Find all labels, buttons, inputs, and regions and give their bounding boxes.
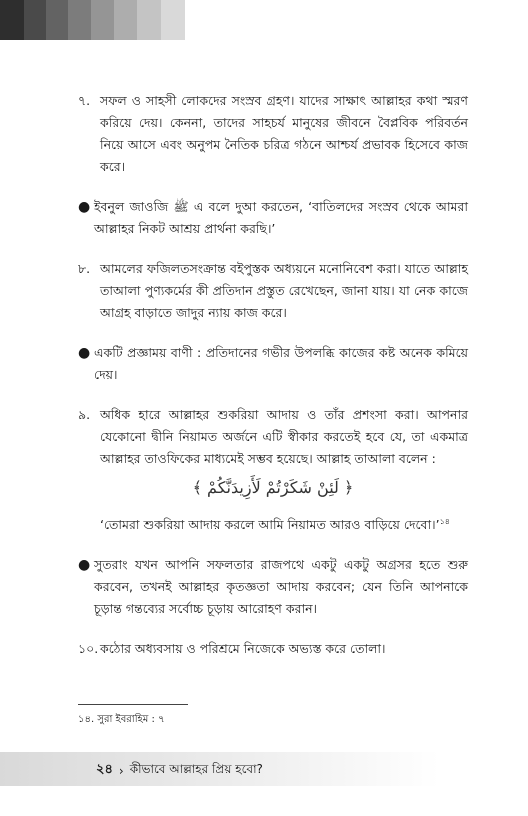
footnote-ref[interactable]: ১৪ <box>439 517 450 526</box>
item-text: অধিক হারে আল্লাহর শুকরিয়া আদায় ও তাঁর প্রশংসা করা। আপনার যেকোনো দ্বীনি নিয়ামত অর্জনে এটি স্বীকার করতেই হবে যে, তা একমাত্র আল্লাহর তাওফিকের মাধ্যমেই সম্ভব হয়েছে। আল্লাহ তাআলা বলেন : <box>100 407 468 466</box>
strip-segment <box>24 0 46 40</box>
list-item <box>78 342 468 386</box>
footer-band <box>0 752 528 786</box>
item-text: কঠোর অধ্যবসায় ও পরিশ্রমে নিজেকে অভ্যস্ত করে তোলা। <box>100 641 386 657</box>
item-text: সুতরাং যখন আপনি সফলতার রাজপথে একটু একটু অগ্রসর হতে শুরু করবেন, তখনই আল্লাহর কৃতজ্ঞতা আদায় করবেন; যেন তিনি আপনাকে চূড়ান্ত গন্তব্যের সর্বোচ্চ চূড়ায় আরোহণ করান। <box>94 557 468 617</box>
list-item <box>78 554 468 620</box>
item-text: একটি প্রজ্ঞাময় বাণী : প্রতিদানের গভীর উপলব্ধি কাজের কষ্ট অনেক কমিয়ে দেয়। <box>94 345 468 382</box>
book-title: কীভাবে আল্লাহর প্রিয় হবো? <box>129 761 263 776</box>
item-text: সফল ও সাহসী লোকদের সংস্রব গ্রহণ। যাদের সাক্ষাৎ আল্লাহর কথা স্মরণ করিয়ে দেয়। কেননা, তাদের সাহচর্য মানুষের জীবনে বৈপ্লবিক পরিবর্তন নিয়ে আসে এবং অনুপম নৈতিক চরিত্র গঠনে আশ্চর্য প্রভাবক হিসেবে কাজ করে। <box>100 93 468 174</box>
page-body <box>78 90 468 678</box>
item-marker: ৮. <box>78 261 91 276</box>
bullet-icon: ● <box>78 557 91 574</box>
item-text: আমলের ফজিলতসংক্রান্ত বইপুস্তক অধ্যয়নে মনোনিবেশ করা। যাতে আল্লাহ তাআলা পুণ্যকর্মের কী প্রতিদান প্রস্তুত রেখেছেন, জানা যায়। যা নেক কাজে আগ্রহ বাড়াতে জাদুর ন্যায় কাজ করে। <box>100 261 468 320</box>
list-item <box>78 638 468 660</box>
bullet-icon: ● <box>78 199 91 215</box>
page-number: ২৪ <box>96 762 113 777</box>
item-marker: ৭. <box>78 93 91 108</box>
translation-text: ‘তোমরা শুকরিয়া আদায় করলে আমি নিয়ামত আরও বাড়িয়ে দেবো।’ <box>100 517 440 533</box>
strip-segment <box>68 0 91 40</box>
item-text: ইবনুল জাওজি ﷺ এ বলে দুআ করতেন, ‘বাতিলদের সংস্রব থেকে আমরা আল্লাহর নিকট আশ্রয় প্রার্থনা করছি।’ <box>94 199 468 236</box>
list-item <box>78 258 468 324</box>
quran-verse: ﴿ لَئِنْ شَكَرْتُمْ لَأَزِيدَنَّكُمْ ﴾ <box>192 478 354 497</box>
strip-segment <box>114 0 137 40</box>
list-item <box>78 196 468 240</box>
item-marker: ৯. <box>78 407 91 422</box>
strip-segment <box>161 0 185 40</box>
list-item <box>78 404 468 470</box>
item-marker: ১০. <box>78 641 99 657</box>
strip-segment <box>91 0 114 40</box>
strip-segment <box>0 0 24 40</box>
footnote: ১৪. সুরা ইবরাহিম : ৭ <box>78 714 165 725</box>
header-color-strip <box>0 0 185 40</box>
strip-segment <box>46 0 68 40</box>
page-footer <box>96 760 263 781</box>
verse-translation <box>100 511 468 536</box>
strip-segment <box>137 0 161 40</box>
list-item <box>78 90 468 178</box>
footnote-divider <box>78 704 188 705</box>
bullet-icon: ● <box>78 345 91 361</box>
chevron-right-icon: › <box>118 763 124 778</box>
